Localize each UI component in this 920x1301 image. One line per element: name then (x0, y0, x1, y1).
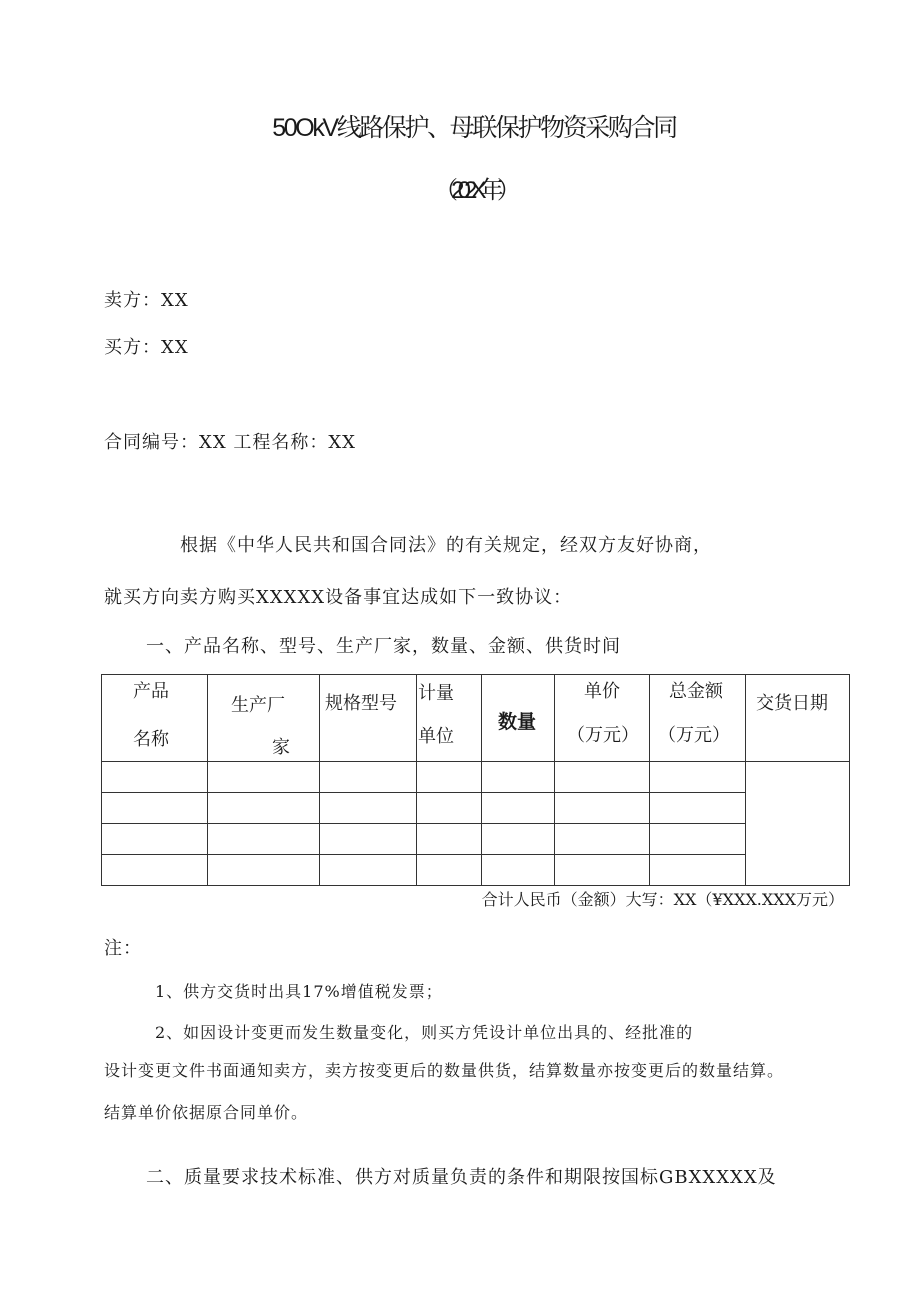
section-2-heading: 二、质量要求技术标准、供方对质量负责的条件和期限按国标GBXXXXX及 (146, 1167, 777, 1188)
table-cell (102, 762, 208, 793)
table-row (102, 855, 850, 886)
table-cell (102, 855, 208, 886)
table-cell (417, 793, 482, 824)
product-table (101, 674, 850, 886)
intro-paragraph-line-1: 根据《中华人民共和国合同法》的有关规定，经双方友好协商， (180, 535, 712, 556)
table-cell (482, 855, 555, 886)
header-spec-model: 规格型号 (320, 675, 417, 762)
table-cell (417, 824, 482, 855)
table-header-row (102, 675, 850, 762)
contract-info-line: 合同编号：XX 工程名称：XX (104, 432, 356, 453)
table-cell (555, 762, 650, 793)
header-unit-price: 单价 （万元） (555, 675, 650, 762)
table-cell (102, 793, 208, 824)
table-cell (482, 793, 555, 824)
table-cell (482, 762, 555, 793)
table-cell (208, 855, 320, 886)
header-delivery-date: 交货日期 (746, 675, 850, 762)
note-1: 1、供方交货时出具17%增值税发票； (155, 982, 443, 1001)
table-cell (482, 824, 555, 855)
buyer-line: 买方：XX (104, 337, 189, 358)
table-cell (650, 855, 746, 886)
header-quantity: 数量 (482, 675, 555, 762)
table-cell (320, 793, 417, 824)
table-cell (102, 824, 208, 855)
table-cell (320, 762, 417, 793)
table-cell (417, 855, 482, 886)
document-title: 50OkV线路保护、母联保护物资采购合同 (272, 114, 676, 142)
table-row (102, 793, 850, 824)
table-row (102, 824, 850, 855)
note-2-line-2: 设计变更文件书面通知卖方，卖方按变更后的数量供货，结算数量亦按变更后的数量结算。 (104, 1061, 785, 1080)
table-cell (208, 824, 320, 855)
table-cell (650, 824, 746, 855)
header-manufacturer: 生产厂 家 (208, 675, 320, 762)
table-cell (208, 762, 320, 793)
document-subtitle: （202X年） (433, 177, 515, 204)
delivery-date-merged-cell (746, 762, 850, 886)
table-cell (650, 793, 746, 824)
table-cell (417, 762, 482, 793)
table-cell (320, 824, 417, 855)
seller-line: 卖方：XX (104, 290, 189, 311)
table-cell (555, 824, 650, 855)
intro-paragraph-line-2: 就买方向卖方购买XXXXX设备事宜达成如下一致协议： (104, 587, 573, 608)
table-cell (555, 793, 650, 824)
header-total-amount: 总金额 （万元） (650, 675, 746, 762)
note-2-line-1: 2、如因设计变更而发生数量变化，则买方凭设计单位出具的、经批准的 (155, 1023, 694, 1042)
notes-label: 注： (104, 938, 142, 959)
header-unit: 计量 单位 (417, 675, 482, 762)
table-cell (208, 793, 320, 824)
header-product-name: 产品 名称 (102, 675, 208, 762)
note-2-line-3: 结算单价依据原合同单价。 (104, 1103, 309, 1122)
table-cell (320, 855, 417, 886)
table-cell (555, 855, 650, 886)
total-amount-line: 合计人民币（金额）大写：XX（¥XXX.XXX万元） (481, 890, 844, 909)
table-cell (650, 762, 746, 793)
section-1-heading: 一、产品名称、型号、生产厂家，数量、金额、供货时间 (146, 636, 621, 657)
table-row (102, 762, 850, 793)
